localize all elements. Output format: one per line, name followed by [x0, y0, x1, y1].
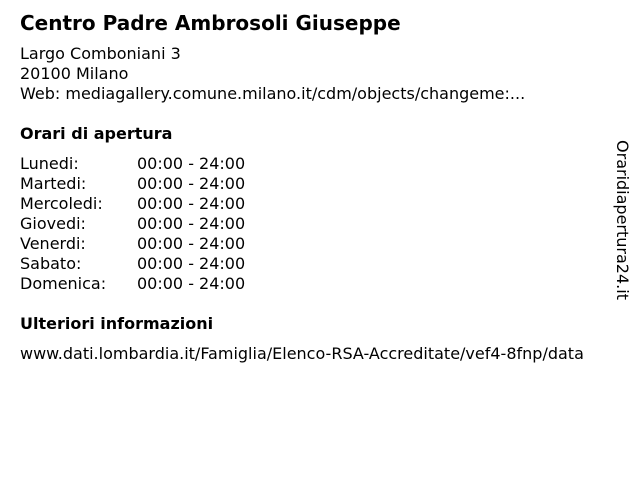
site-watermark: Oraridiapertura24.it	[613, 140, 632, 300]
hours-day: Domenica:	[20, 274, 107, 293]
opening-hours-heading: Orari di apertura	[20, 124, 173, 143]
hours-row-thursday	[20, 214, 277, 234]
hours-time: 00:00 - 24:00	[137, 174, 246, 193]
hours-time: 00:00 - 24:00	[137, 154, 246, 173]
hours-row-sunday	[20, 274, 277, 294]
address-street: Largo Comboniani 3	[20, 44, 181, 63]
hours-row-monday	[20, 154, 277, 174]
opening-hours-table	[20, 154, 277, 294]
hours-time: 00:00 - 24:00	[137, 214, 246, 233]
page-title: Centro Padre Ambrosoli Giuseppe	[20, 11, 401, 35]
address-city: 20100 Milano	[20, 64, 129, 83]
hours-row-saturday	[20, 254, 277, 274]
hours-time: 00:00 - 24:00	[137, 274, 246, 293]
address-block	[20, 44, 525, 104]
hours-day: Lunedi:	[20, 154, 79, 173]
hours-day: Giovedi:	[20, 214, 86, 233]
hours-day: Mercoledi:	[20, 194, 103, 213]
hours-day: Venerdi:	[20, 234, 86, 253]
hours-row-tuesday	[20, 174, 277, 194]
hours-row-friday	[20, 234, 277, 254]
hours-day: Martedi:	[20, 174, 87, 193]
address-web-link[interactable]: Web: mediagallery.comune.milano.it/cdm/objects/changeme:...	[20, 84, 526, 103]
hours-day: Sabato:	[20, 254, 82, 273]
more-info-link[interactable]: www.dati.lombardia.it/Famiglia/Elenco-RSA-Accreditate/vef4-8fnp/data	[20, 344, 584, 363]
hours-time: 00:00 - 24:00	[137, 254, 246, 273]
hours-row-wednesday	[20, 194, 277, 214]
hours-time: 00:00 - 24:00	[137, 234, 246, 253]
hours-time: 00:00 - 24:00	[137, 194, 246, 213]
more-info-heading: Ulteriori informazioni	[20, 314, 214, 333]
